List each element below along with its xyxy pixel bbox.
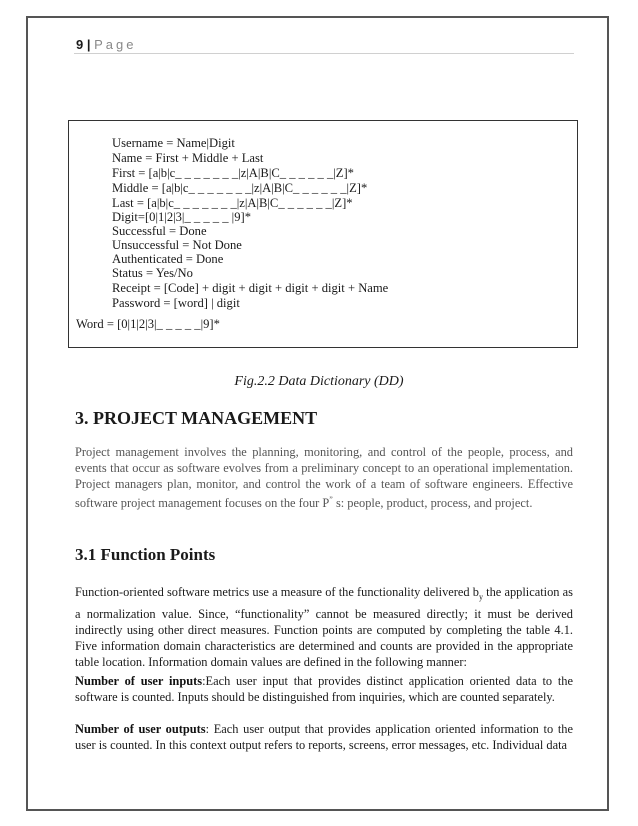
section-heading: 3. PROJECT MANAGEMENT	[75, 408, 318, 428]
fp-paragraph-sub: y	[478, 592, 483, 602]
dd-line: Unsuccessful = Not Done	[112, 238, 242, 252]
section-paragraph	[75, 444, 573, 512]
section-paragraph-text: Project management involves the planning, monitoring, and control of the people, process, and events that occur as software evolves from a preliminary concept to an operational implementation. Project managers plan, monitor, and control the work of a team of software engineers. Effective software project management focuses on the four P	[75, 445, 573, 511]
dd-line: Authenticated = Done	[112, 252, 224, 266]
fp-paragraph-text: Function-oriented software metrics use a measure of the functionality delivered b	[75, 585, 479, 599]
page-separator: |	[86, 37, 91, 52]
section-paragraph-tail: s: people, product, process, and project.	[332, 496, 533, 511]
section-paragraph-sup: ”	[329, 495, 333, 505]
user-outputs-paragraph	[75, 721, 573, 753]
dd-word-line: Word = [0|1|2|3|_ _ _ _ _|9]*	[76, 317, 220, 331]
subsection-heading: 3.1 Function Points	[75, 545, 216, 564]
function-points-paragraph	[75, 584, 573, 670]
dd-line: Username = Name|Digit	[112, 136, 235, 150]
header-rule	[74, 53, 574, 54]
dd-line: Digit=[0|1|2|3|_ _ _ _ _ |9]*	[112, 210, 251, 224]
dd-line: First = [a|b|c_ _ _ _ _ _ _|z|A|B|C_ _ _ _ _ _|Z]*	[112, 166, 354, 180]
user-inputs-paragraph	[75, 673, 573, 705]
user-inputs-text: :Each user input that provides distinct application oriented data to the software is counted. Inputs should be distinguished from inquiries, which are counted separately.	[75, 674, 574, 705]
dd-line: Last = [a|b|c_ _ _ _ _ _ _|z|A|B|C_ _ _ _ _ _|Z]*	[112, 196, 353, 210]
figure-caption: Fig.2.2 Data Dictionary (DD)	[234, 374, 404, 389]
user-inputs-term: Number of user inputs	[75, 674, 203, 688]
dd-line: Name = First + Middle + Last	[112, 151, 264, 165]
fp-paragraph-tail: the application as a normalization value. Since, “functionality” cannot be measured directly; it must be derived indirectly using other direct measures. Function points are computed by completing the table 4.1. Five information domain characteristics are determined and counts are provided in the appropriate table location. Information domain values are defined in the following manner:	[75, 585, 573, 669]
user-outputs-text: : Each user output that provides application oriented information to the user is counted. In this context output refers to reports, screens, error messages, etc. Individual data	[75, 722, 573, 753]
user-outputs-term: Number of user outputs	[75, 722, 206, 736]
dd-line: Password = [word] | digit	[112, 296, 240, 310]
page-word: Page	[94, 37, 137, 52]
dd-line: Successful = Done	[112, 224, 207, 238]
dd-line: Middle = [a|b|c_ _ _ _ _ _ _|z|A|B|C_ _ _ _ _ _|Z]*	[112, 181, 368, 195]
dd-line: Status = Yes/No	[112, 266, 193, 280]
page-number: 9	[76, 37, 84, 52]
page-header	[76, 37, 137, 52]
dd-line: Receipt = [Code] + digit + digit + digit + digit + Name	[112, 281, 389, 295]
